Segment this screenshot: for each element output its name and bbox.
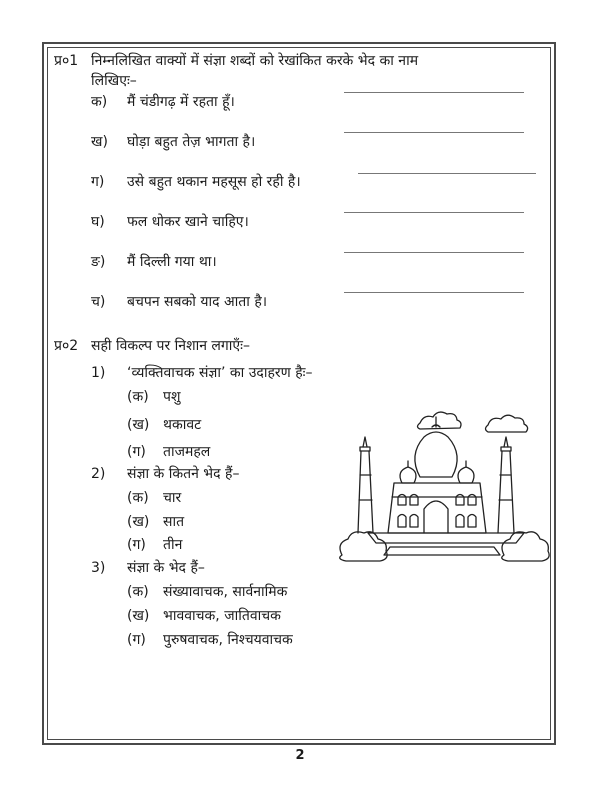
q1-item-marker: ङ) xyxy=(91,254,106,270)
mcq-number: 1) xyxy=(91,365,106,381)
q1-item-marker: च) xyxy=(91,294,106,310)
q1-item-marker: ख) xyxy=(91,134,108,150)
answer-line[interactable] xyxy=(344,132,524,133)
answer-line[interactable] xyxy=(358,173,536,174)
option-marker[interactable]: (ग) xyxy=(127,537,146,553)
option-text: संख्यावाचक, सार्वनामिक xyxy=(163,584,288,600)
answer-line[interactable] xyxy=(344,212,524,213)
mcq-question: संज्ञा के भेद हैं– xyxy=(127,560,205,576)
option-marker[interactable]: (ख) xyxy=(127,417,150,433)
q1-item-marker: क) xyxy=(91,94,108,110)
q1-item-text: मैं चंडीगढ़ में रहता हूँ। xyxy=(127,94,235,110)
mcq-question: संज्ञा के कितने भेद हैं– xyxy=(127,466,240,482)
q1-item-text: फल धोकर खाने चाहिए। xyxy=(127,214,249,230)
q1-item-text: मैं दिल्ली गया था। xyxy=(127,254,217,270)
option-marker[interactable]: (क) xyxy=(127,389,149,405)
mcq-number: 2) xyxy=(91,466,106,482)
option-text: पशु xyxy=(163,389,181,405)
option-text: सात xyxy=(163,514,185,530)
q1-item-text: बचपन सबको याद आता है। xyxy=(127,294,268,310)
option-marker[interactable]: (ख) xyxy=(127,608,150,624)
q1-instruction-line1: निम्नलिखित वाक्यों में संज्ञा शब्दों को रेखांकित करके भेद का नाम xyxy=(91,53,419,69)
option-marker[interactable]: (क) xyxy=(127,584,149,600)
option-text: ताजमहल xyxy=(163,444,211,460)
option-text: पुरुषवाचक, निश्चयवाचक xyxy=(163,632,293,648)
q1-item-text: घोड़ा बहुत तेज़ भागता है। xyxy=(127,134,256,150)
answer-line[interactable] xyxy=(344,252,524,253)
q1-item-marker: ग) xyxy=(91,174,105,190)
q1-item-text: उसे बहुत थकान महसूस हो रही है। xyxy=(127,174,301,190)
answer-line[interactable] xyxy=(344,292,524,293)
mcq-question: ‘व्यक्तिवाचक संज्ञा’ का उदाहरण हैः– xyxy=(127,365,313,381)
q1-item-marker: घ) xyxy=(91,214,105,230)
q1-number: प्र०1 xyxy=(54,53,79,69)
q1-instruction-line2: लिखिएः– xyxy=(91,73,137,89)
option-text: चार xyxy=(163,490,182,506)
option-marker[interactable]: (ख) xyxy=(127,514,150,530)
q2-number: प्र०2 xyxy=(54,338,79,354)
option-marker[interactable]: (क) xyxy=(127,490,149,506)
mcq-number: 3) xyxy=(91,560,106,576)
q2-instruction: सही विकल्प पर निशान लगाएँः– xyxy=(91,338,251,354)
option-text: तीन xyxy=(163,537,183,553)
option-text: भाववाचक, जातिवाचक xyxy=(163,608,281,624)
answer-line[interactable] xyxy=(344,92,524,93)
option-text: थकावट xyxy=(163,417,202,433)
taj-mahal-illustration xyxy=(328,405,552,585)
option-marker[interactable]: (ग) xyxy=(127,632,146,648)
page-number: 2 xyxy=(295,748,305,763)
option-marker[interactable]: (ग) xyxy=(127,444,146,460)
page-border-inner xyxy=(47,47,551,740)
